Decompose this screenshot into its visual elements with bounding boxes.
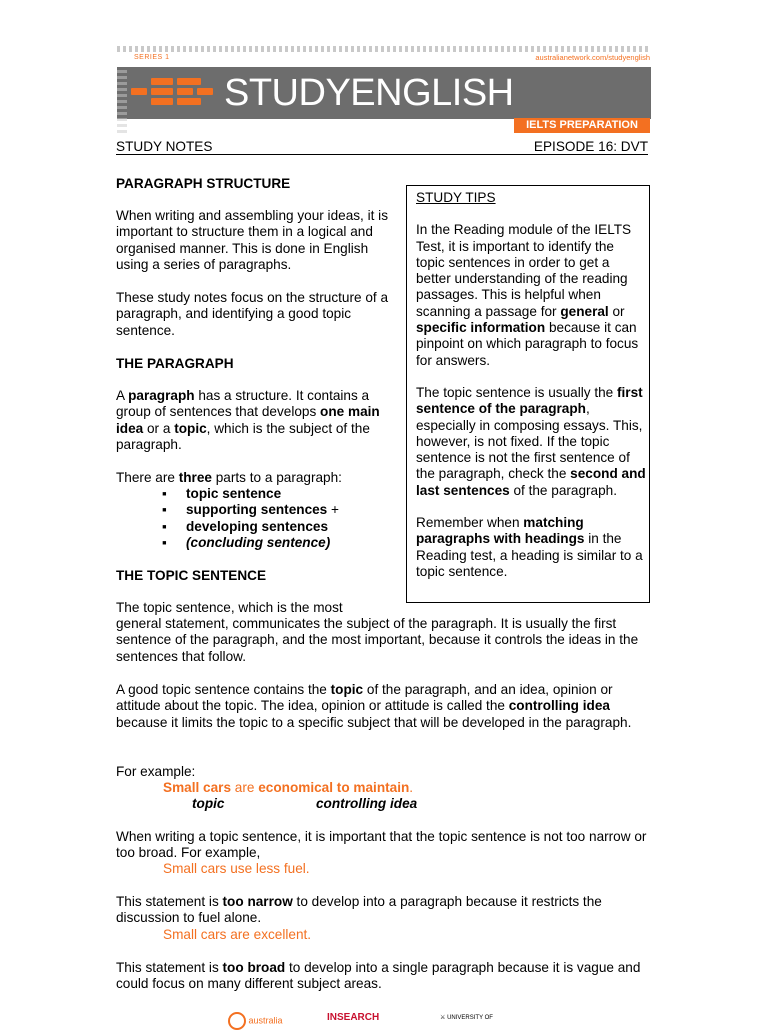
australia-network-logo-icon [228, 1012, 246, 1030]
series-label: SERIES 1 [134, 54, 170, 61]
list-item-text: topic sentence [186, 486, 282, 501]
bold-term: topic [330, 682, 364, 697]
example-sentence [163, 780, 563, 796]
narrow-example: Small cars use less fuel. [163, 861, 310, 876]
bold-term: specific information [416, 320, 546, 336]
broad-example: Small cars are excellent. [163, 927, 312, 942]
bold-term: general [560, 303, 609, 319]
too-narrow-paragraph [116, 894, 648, 927]
bold-term: first sentence of the paragraph [416, 384, 643, 417]
text-run: The topic sentence is usually the [416, 384, 617, 400]
bold-term: one main idea [116, 404, 380, 436]
list-item-text: (concluding sentence) [186, 534, 331, 550]
bold-term: paragraph [128, 388, 195, 403]
text-run: This statement is [116, 960, 223, 975]
logo-text: UNIVERSITY OF [447, 1015, 493, 1021]
example-label: For example: [116, 764, 196, 779]
text-run: In the Reading module of the IELTS Test, it is important to identify the topic sentences in order to get a better understanding of the reading passages. This is helpful when scanning a passage for [416, 222, 632, 319]
list-item-text: supporting sentences [186, 502, 328, 518]
text-run: has a structure. It contains a group of sentences that develops [116, 388, 370, 420]
university-crest-icon: ⚔ [440, 1015, 446, 1021]
banner-title-light: ENGLISH [350, 72, 514, 114]
good-topic-sentence-paragraph [116, 682, 648, 731]
list-item-text: developing sentences [186, 518, 329, 534]
ielts-preparation-badge: IELTS PREPARATION [514, 118, 650, 133]
bold-term: topic [174, 420, 207, 436]
text-run: , especially in composing essays. This, however, is not fixed. If the topic sentence is not the first sentence of the paragraph, check the [416, 401, 643, 482]
bold-term: too narrow [222, 894, 293, 909]
example-controlling-idea: economical to maintain [258, 780, 410, 795]
text-run: or [608, 303, 625, 319]
episode-label: EPISODE 16: DVT [533, 139, 648, 154]
list-item [186, 519, 406, 535]
bold-term: three [178, 470, 212, 485]
paragraph-definition [116, 388, 396, 453]
text-run: There are [116, 470, 179, 485]
bold-term: controlling idea [508, 698, 610, 714]
heading-the-paragraph: THE PARAGRAPH [116, 356, 234, 371]
tips-paragraph-3 [416, 515, 646, 580]
text-run: A good topic sentence contains the [116, 682, 331, 697]
intro-paragraph: When writing and assembling your ideas, it is important to structure them in a logical and organised manner. This is done in English using a series of paragraphs. [116, 208, 389, 272]
logo-text: australia [248, 1015, 283, 1026]
university-logo [440, 1012, 493, 1024]
tips-paragraph-2 [416, 385, 646, 499]
text-run: parts to a paragraph: [211, 470, 342, 485]
insearch-logo: INSEARCH [327, 1012, 380, 1023]
text-run: , which is the subject of the paragraph. [116, 420, 370, 452]
text-run: because it can pinpoint on which paragraph to focus for answers. [416, 320, 639, 368]
heading-topic-sentence: THE TOPIC SENTENCE [116, 568, 267, 583]
text-run: A [116, 388, 129, 403]
label-topic: topic [192, 796, 225, 811]
text-run: Remember when [416, 515, 524, 531]
study-tips-heading: STUDY TIPS [416, 190, 496, 205]
bold-term: too broad [222, 960, 286, 975]
three-parts-intro [116, 470, 396, 486]
study-notes-label: STUDY NOTES [116, 139, 213, 154]
banner-title-bold: STUDY [224, 72, 351, 114]
plus-sign: + [327, 502, 339, 518]
banner-side-dots [117, 67, 127, 133]
australia-network-logo [228, 1012, 283, 1030]
bold-term: second and last sentences [416, 466, 646, 498]
intro-paragraph-2: These study notes focus on the structure of a paragraph, and identifying a good topic sentence. [116, 290, 389, 338]
text-run: to develop into a paragraph because it restricts the discussion to fuel alone. [116, 894, 602, 926]
website-url: australianetwork.com/studyenglish [535, 53, 650, 62]
text-run: of the paragraph, and an idea, opinion or attitude about the topic. The idea, opinion or attitude is called the [116, 682, 613, 714]
list-item [186, 535, 406, 551]
example-topic: Small cars [163, 780, 232, 795]
text-run: This statement is [116, 894, 223, 909]
text-run: are [231, 780, 259, 795]
paragraph-parts-list [186, 486, 406, 551]
heading-paragraph-structure: PARAGRAPH STRUCTURE [116, 176, 291, 191]
banner-title [224, 71, 514, 115]
topic-sentence-first-line: The topic sentence, which is the most [116, 600, 343, 615]
text-run: in the Reading test, a heading is similar to a topic sentence. [416, 531, 643, 579]
list-item [186, 486, 406, 502]
text-run: of the paragraph. [509, 482, 618, 498]
narrow-broad-paragraph: When writing a topic sentence, it is important that the topic sentence is not too narrow or too broad. For example, [116, 829, 647, 861]
text-run: . [409, 780, 414, 795]
label-controlling-idea: controlling idea [316, 796, 418, 811]
header-divider [116, 154, 648, 155]
study-english-logo-icon [131, 75, 215, 109]
bold-term: matching paragraphs with headings [416, 515, 585, 547]
list-item [186, 502, 406, 518]
too-broad-paragraph [116, 960, 648, 993]
study-tips-content [416, 190, 646, 580]
text-run: to develop into a single paragraph because it is vague and could focus on many different subject areas. [116, 960, 641, 992]
topic-sentence-paragraph: general statement, communicates the subject of the paragraph. It is usually the first sentence of the paragraph, and the most important, because it controls the ideas in the sentences that follow. [116, 616, 639, 664]
tips-paragraph-1 [416, 222, 646, 369]
text-run: because it limits the topic to a specific subject that will be developed in the paragraph. [116, 714, 632, 730]
text-run: or a [143, 420, 175, 436]
